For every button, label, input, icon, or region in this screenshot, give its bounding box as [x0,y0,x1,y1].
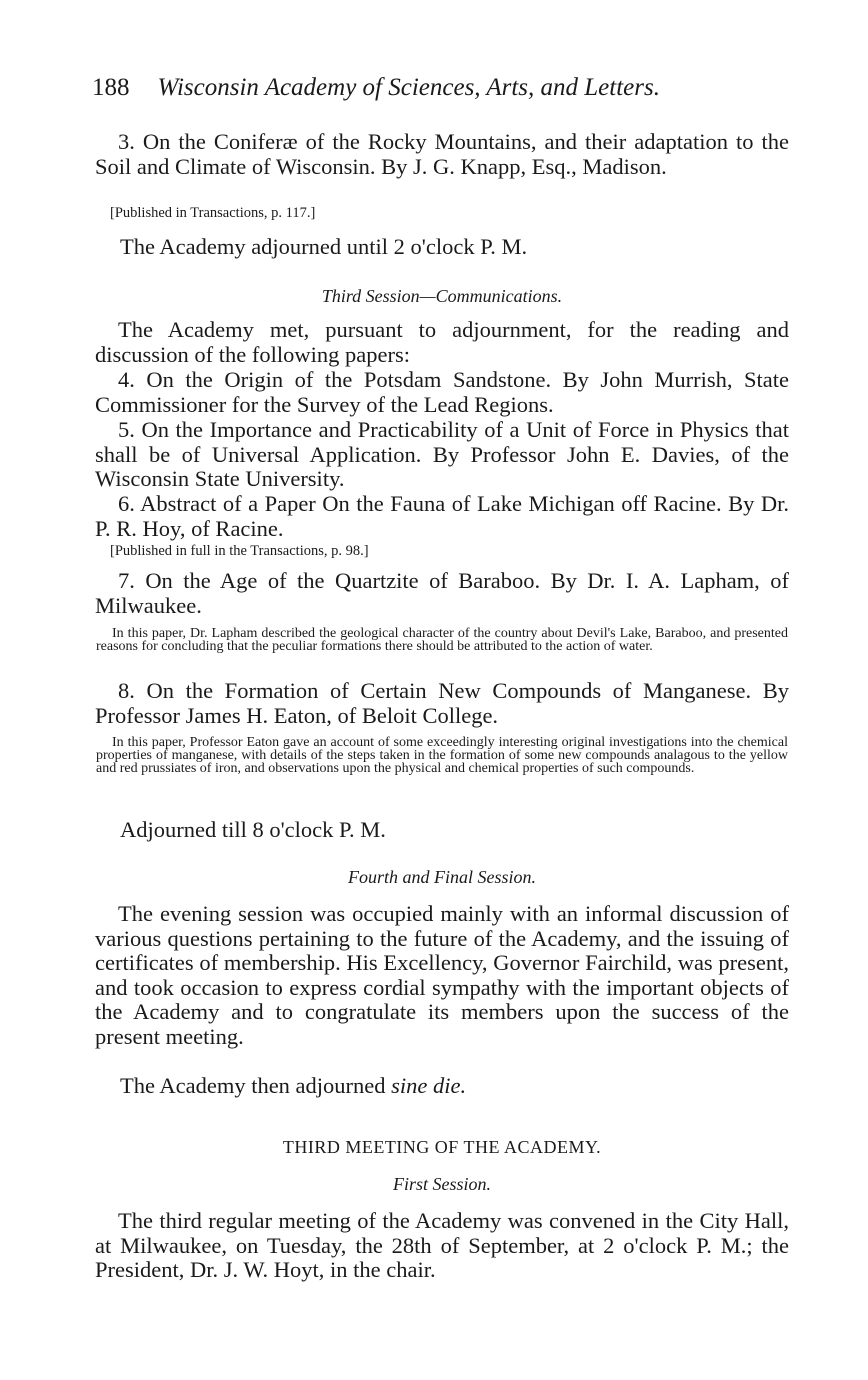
item-7: 7. On the Age of the Quartzite of Baraboo. By Dr. I. A. Lapham, of Milwaukee. [95,568,789,618]
item-3: 3. On the Coniferæ of the Rocky Mountains, and their adaptation to the Soil and Climate of Wisconsin. By J. G. Knapp, Esq., Madison. [95,129,789,179]
heading-third-meeting: THIRD MEETING OF THE ACADEMY. [282,1137,602,1157]
evening-session-paragraph: The evening session was occupied mainly with an informal discussion of various questions pertaining to the future of the Academy, and the issuing of certificates of membership. His Excellency, Governor Fairchild, was present, and took occasion to express cordial sympathy with the important objects of the Academy and to congratulate its members upon the success of the present meeting. [95,901,789,1049]
item-5: 5. On the Importance and Practicability of a Unit of Force in Physics that shall be of Universal Application. By Professor John E. Davies, of the Wisconsin State University. [95,417,789,492]
item-8-note: In this paper, Professor Eaton gave an account of some exceedingly interesting original investigations into the chemical properties of manganese, with details of the steps taken in the formation of some new compounds analagous to the yellow and red prussiates of iron, and observations upon the physical and chemical properties of such compounds. [96,735,788,777]
item-3-note: [Published in Transactions, p. 117.] [110,205,316,221]
item-6: 6. Abstract of a Paper On the Fauna of Lake Michigan off Racine. By Dr. P. R. Hoy, of Racine. [95,491,789,541]
running-title: Wisconsin Academy of Sciences, Arts, and Letters. [157,74,660,101]
academy-met-paragraph: The Academy met, pursuant to adjournment, for the reading and discussion of the following papers: [95,317,789,367]
final-adjournment-italic: sine die. [391,1073,467,1098]
page-number: 188 [92,74,130,101]
page-header [92,72,792,104]
final-adjournment-text: The Academy then adjourned [120,1073,392,1098]
third-meeting-paragraph: The third regular meeting of the Academy was convened in the City Hall, at Milwaukee, on Tuesday, the 28th of September, at 2 o'clock P. M.; the President, Dr. J. W. Hoyt, in the chair. [95,1208,789,1283]
heading-first-session: First Session. [392,1174,491,1194]
adjourn-note-2: Adjourned till 8 o'clock P. M. [120,817,386,842]
heading-fourth-session: Fourth and Final Session. [348,867,536,887]
item-7-note: In this paper, Dr. Lapham described the geological character of the country about Devil's Lake, Baraboo, and presented reasons for concluding that the peculiar formations there should be attributed to the action of water. [96,626,788,655]
item-6-note: [Published in full in the Transactions, p. 98.] [110,543,369,559]
heading-third-session: Third Session—Communications. [321,286,563,306]
item-4: 4. On the Origin of the Potsdam Sandstone. By John Murrish, State Commissioner for the Survey of the Lead Regions. [95,367,789,417]
adjourn-note-1: The Academy adjourned until 2 o'clock P. M. [120,234,528,259]
final-adjournment [120,1073,466,1099]
item-8: 8. On the Formation of Certain New Compounds of Manganese. By Professor James H. Eaton, of Beloit College. [95,678,789,728]
